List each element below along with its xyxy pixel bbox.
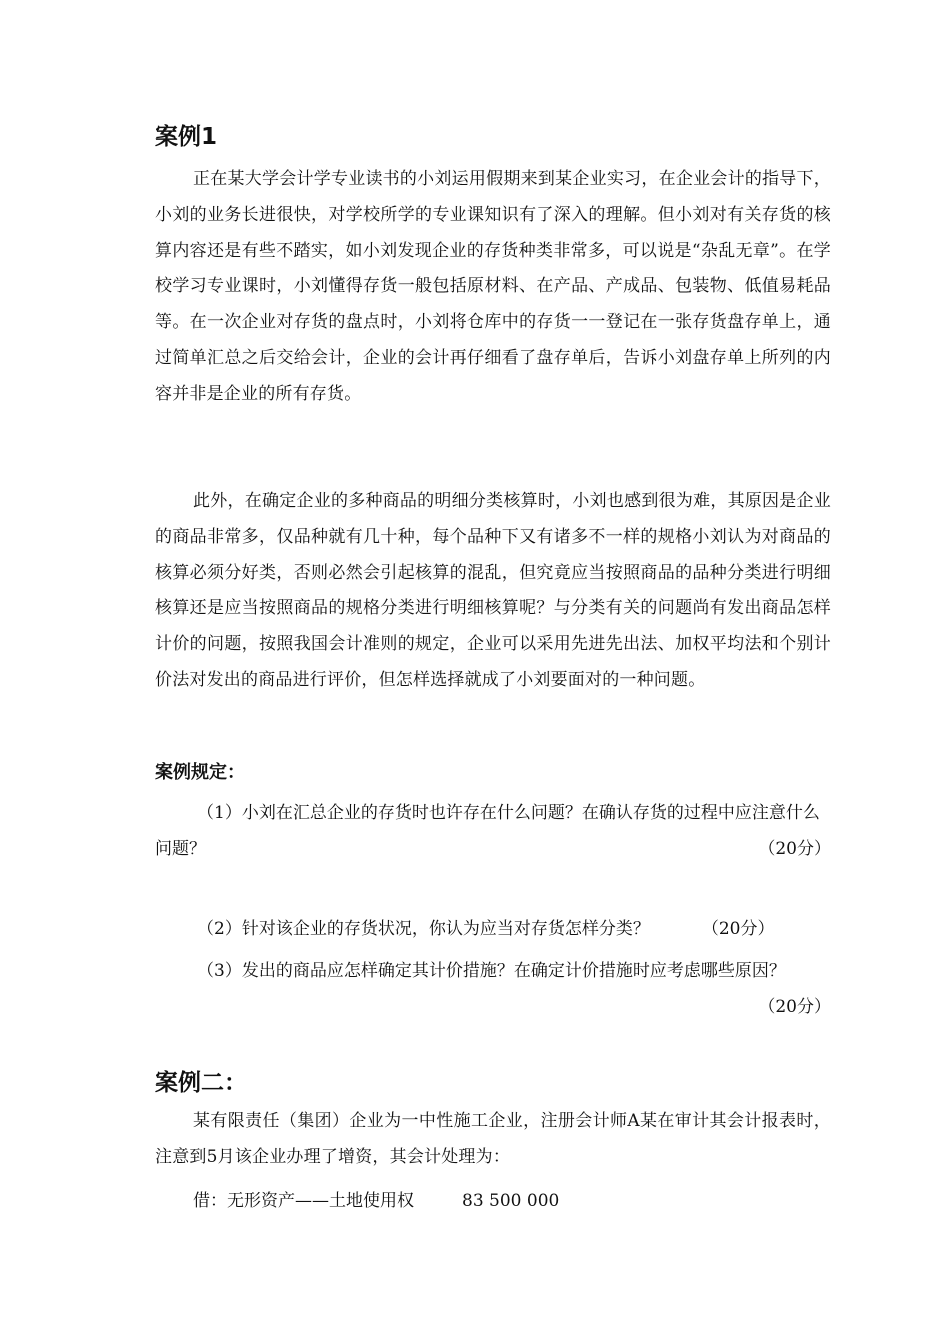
- question-1-score: （20分）: [758, 838, 831, 859]
- journal-entry-label: 借：无形资产——土地使用权: [193, 1191, 414, 1211]
- case2-title: 案例二：: [155, 1070, 247, 1096]
- case2-paragraph-1: 某有限责任（集团）企业为一中性施工企业，注册会计师A某在审计其会计报表时，注意到5月该企业办理了增资，其会计处理为：: [155, 1111, 831, 1167]
- case1-paragraph-2: 此外，在确定企业的多种商品的明细分类核算时，小刘也感到很为难，其原因是企业的商品非常多，仅品种就有几十种，每个品种下又有诸多不一样的规格小刘认为对商品的核算必须分好类，否则必然会引起核算的混乱，但究竟应当按照商品的品种分类进行明细核算还是应当按照商品的规格分类进行明细核算呢？与分类有关的问题尚有发出商品怎样计价的问题，按照我国会计准则的规定，企业可以采用先进先出法、加权平均法和个别计价法对发出的商品进行评价，但怎样选择就成了小刘要面对的一种问题。: [155, 491, 831, 690]
- case1-requirements-title: 案例规定：: [155, 762, 245, 783]
- question-2-text: （2）针对该企业的存货状况，你认为应当对存货怎样分类？: [197, 919, 650, 939]
- journal-entry: [193, 1184, 559, 1220]
- question-3-text: （3）发出的商品应怎样确定其计价措施？在确定计价措施时应考虑哪些原因？: [197, 961, 786, 981]
- case1-paragraph-1: 正在某大学会计学专业读书的小刘运用假期来到某企业实习，在企业会计的指导下，小刘的业务长进很快，对学校所学的专业课知识有了深入的理解。但小刘对有关存货的核算内容还是有些不踏实，如小刘发现企业的存货种类非常多，可以说是“杂乱无章”。在学校学习专业课时，小刘懂得存货一般包括原材料、在产品、产成品、包装物、低值易耗品等。在一次企业对存货的盘点时，小刘将仓库中的存货一一登记在一张存货盘存单上，通过简单汇总之后交给会计，企业的会计再仔细看了盘存单后，告诉小刘盘存单上所列的内容并非是企业的所有存货。: [155, 169, 831, 404]
- case1-question-3: [155, 954, 831, 1026]
- question-1-text: （1）小刘在汇总企业的存货时也许存在什么问题？在确认存货的过程中应注意什么问题？: [155, 803, 820, 859]
- question-3-score: （20分）: [758, 996, 831, 1017]
- case1-question-2: [155, 912, 831, 948]
- journal-entry-amount: 83 500 000: [462, 1191, 560, 1211]
- case1-question-1: [155, 796, 831, 868]
- question-2-score: （20分）: [701, 919, 775, 939]
- case1-title: 案例1: [155, 124, 218, 150]
